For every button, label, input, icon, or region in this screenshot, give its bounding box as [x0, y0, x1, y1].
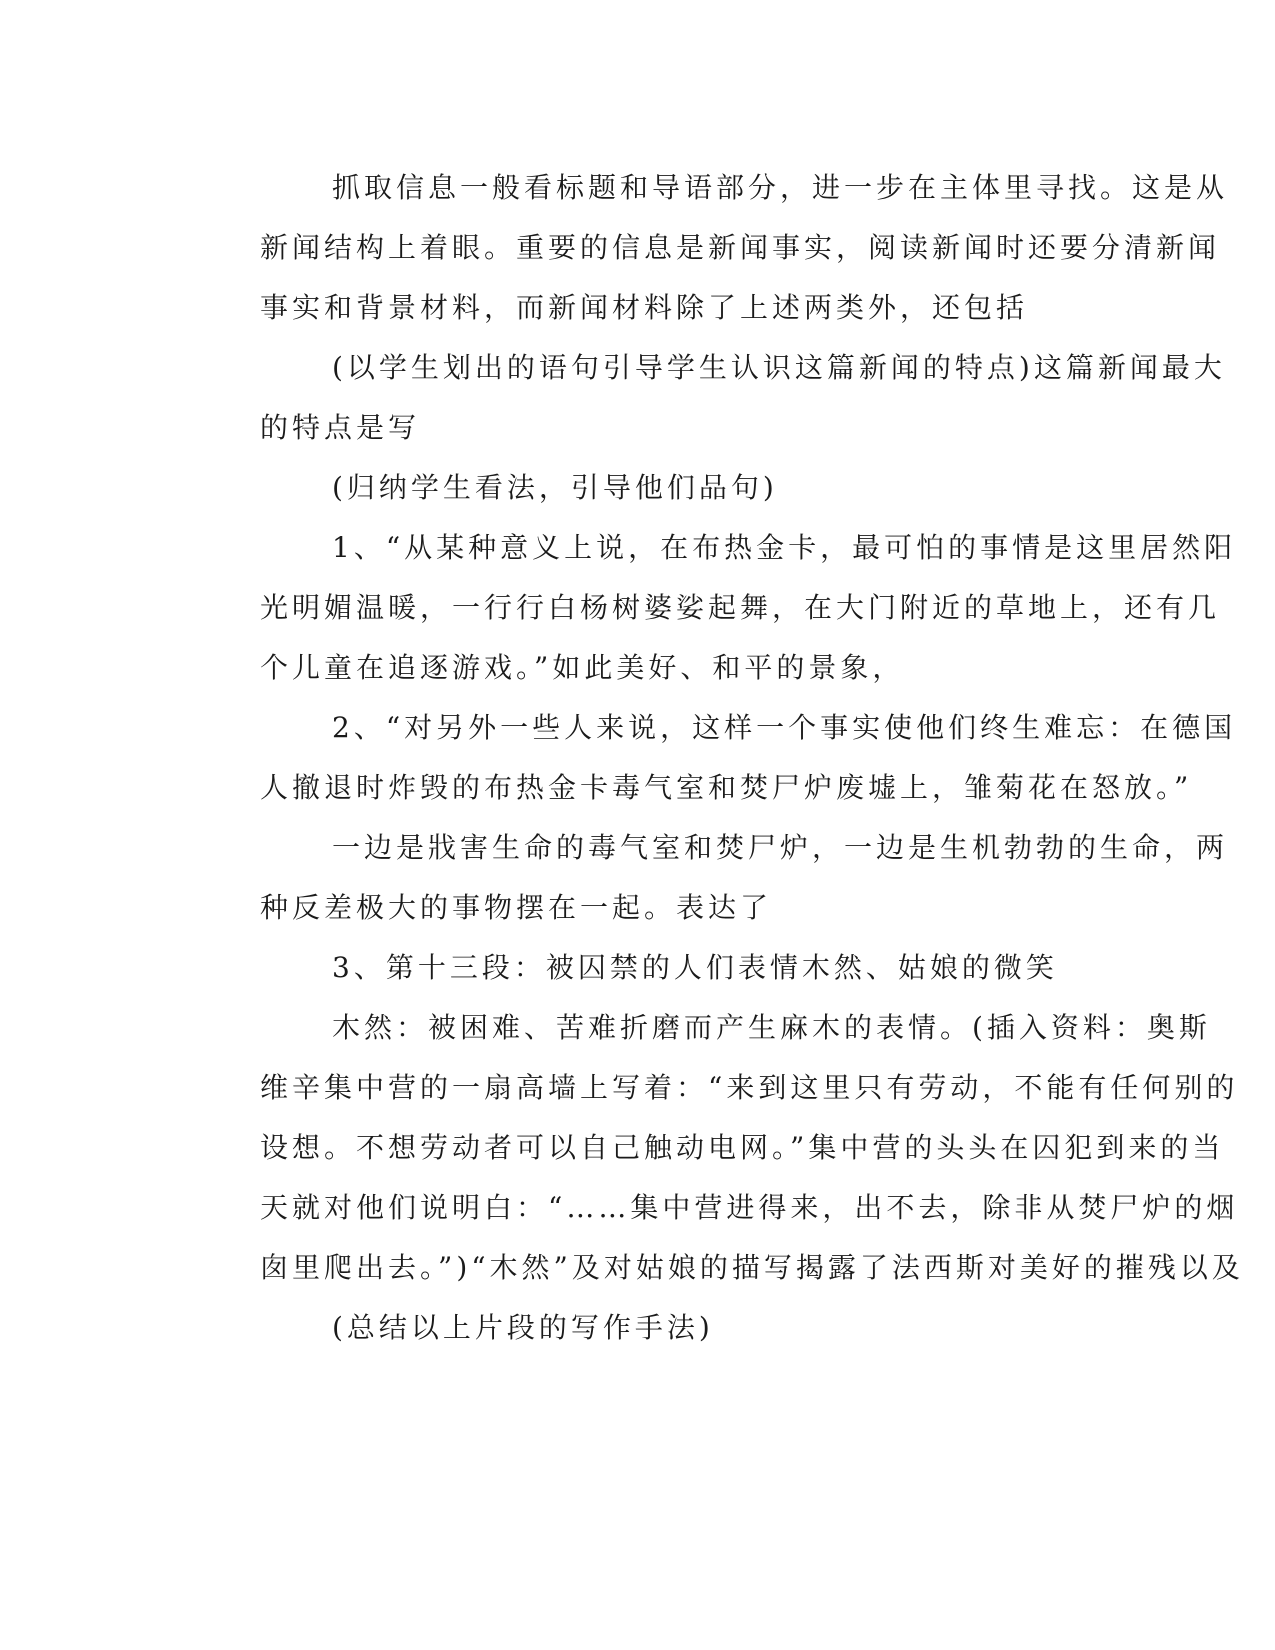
text-line: 光明媚温暖，一行行白杨树婆娑起舞，在大门附近的草地上，还有几	[260, 591, 1221, 624]
text-line: 维辛集中营的一扇高墙上写着：“来到这里只有劳动，不能有任何别的	[260, 1071, 1239, 1104]
text-line: 一边是戕害生命的毒气室和焚尸炉，一边是生机勃勃的生命，两	[332, 831, 1229, 864]
text-line: 1、“从某种意义上说，在布热金卡，最可怕的事情是这里居然阳	[332, 531, 1237, 564]
paragraph-5	[188, 698, 1237, 818]
text-line: 抓取信息一般看标题和导语部分，进一步在主体里寻找。这是从	[332, 171, 1229, 204]
text-line: 2、“对另外一些人来说，这样一个事实使他们终生难忘：在德国	[332, 711, 1237, 744]
text-line: 种反差极大的事物摆在一起。表达了	[260, 891, 773, 924]
text-line: 的特点是写	[260, 411, 421, 444]
paragraph-4	[188, 518, 1237, 698]
document-body	[188, 158, 1244, 1358]
text-line: (总结以上片段的写作手法)	[332, 1311, 714, 1344]
text-line: 天就对他们说明白：“……集中营进得来，出不去，除非从焚尸炉的烟	[260, 1191, 1239, 1224]
text-line: 3、第十三段：被囚禁的人们表情木然、姑娘的微笑	[332, 951, 1058, 984]
text-line: 新闻结构上着眼。重要的信息是新闻事实，阅读新闻时还要分清新闻	[260, 231, 1221, 264]
text-line: 人撤退时炸毁的布热金卡毒气室和焚尸炉废墟上，雏菊花在怒放。”	[260, 771, 1193, 804]
paragraph-8	[188, 998, 1244, 1298]
paragraph-6	[188, 818, 1229, 938]
paragraph-1	[188, 158, 1229, 338]
text-line: 设想。不想劳动者可以自己触动电网。”集中营的头头在囚犯到来的当	[260, 1131, 1225, 1164]
text-line: 木然：被困难、苦难折磨而产生麻木的表情。(插入资料：奥斯	[332, 1011, 1211, 1044]
paragraph-2	[188, 338, 1226, 458]
paragraph-7	[188, 938, 1088, 998]
paragraph-3	[188, 458, 1088, 518]
text-line: 个儿童在追逐游戏。”如此美好、和平的景象，	[260, 651, 905, 684]
paragraph-9	[188, 1298, 1088, 1358]
text-line: 囱里爬出去。”)“木然”及对姑娘的描写揭露了法西斯对美好的摧残以及	[260, 1251, 1244, 1284]
text-line: (以学生划出的语句引导学生认识这篇新闻的特点)这篇新闻最大	[332, 351, 1226, 384]
text-line: 事实和背景材料，而新闻材料除了上述两类外，还包括	[260, 291, 1029, 324]
text-line: (归纳学生看法，引导他们品句)	[332, 471, 778, 504]
